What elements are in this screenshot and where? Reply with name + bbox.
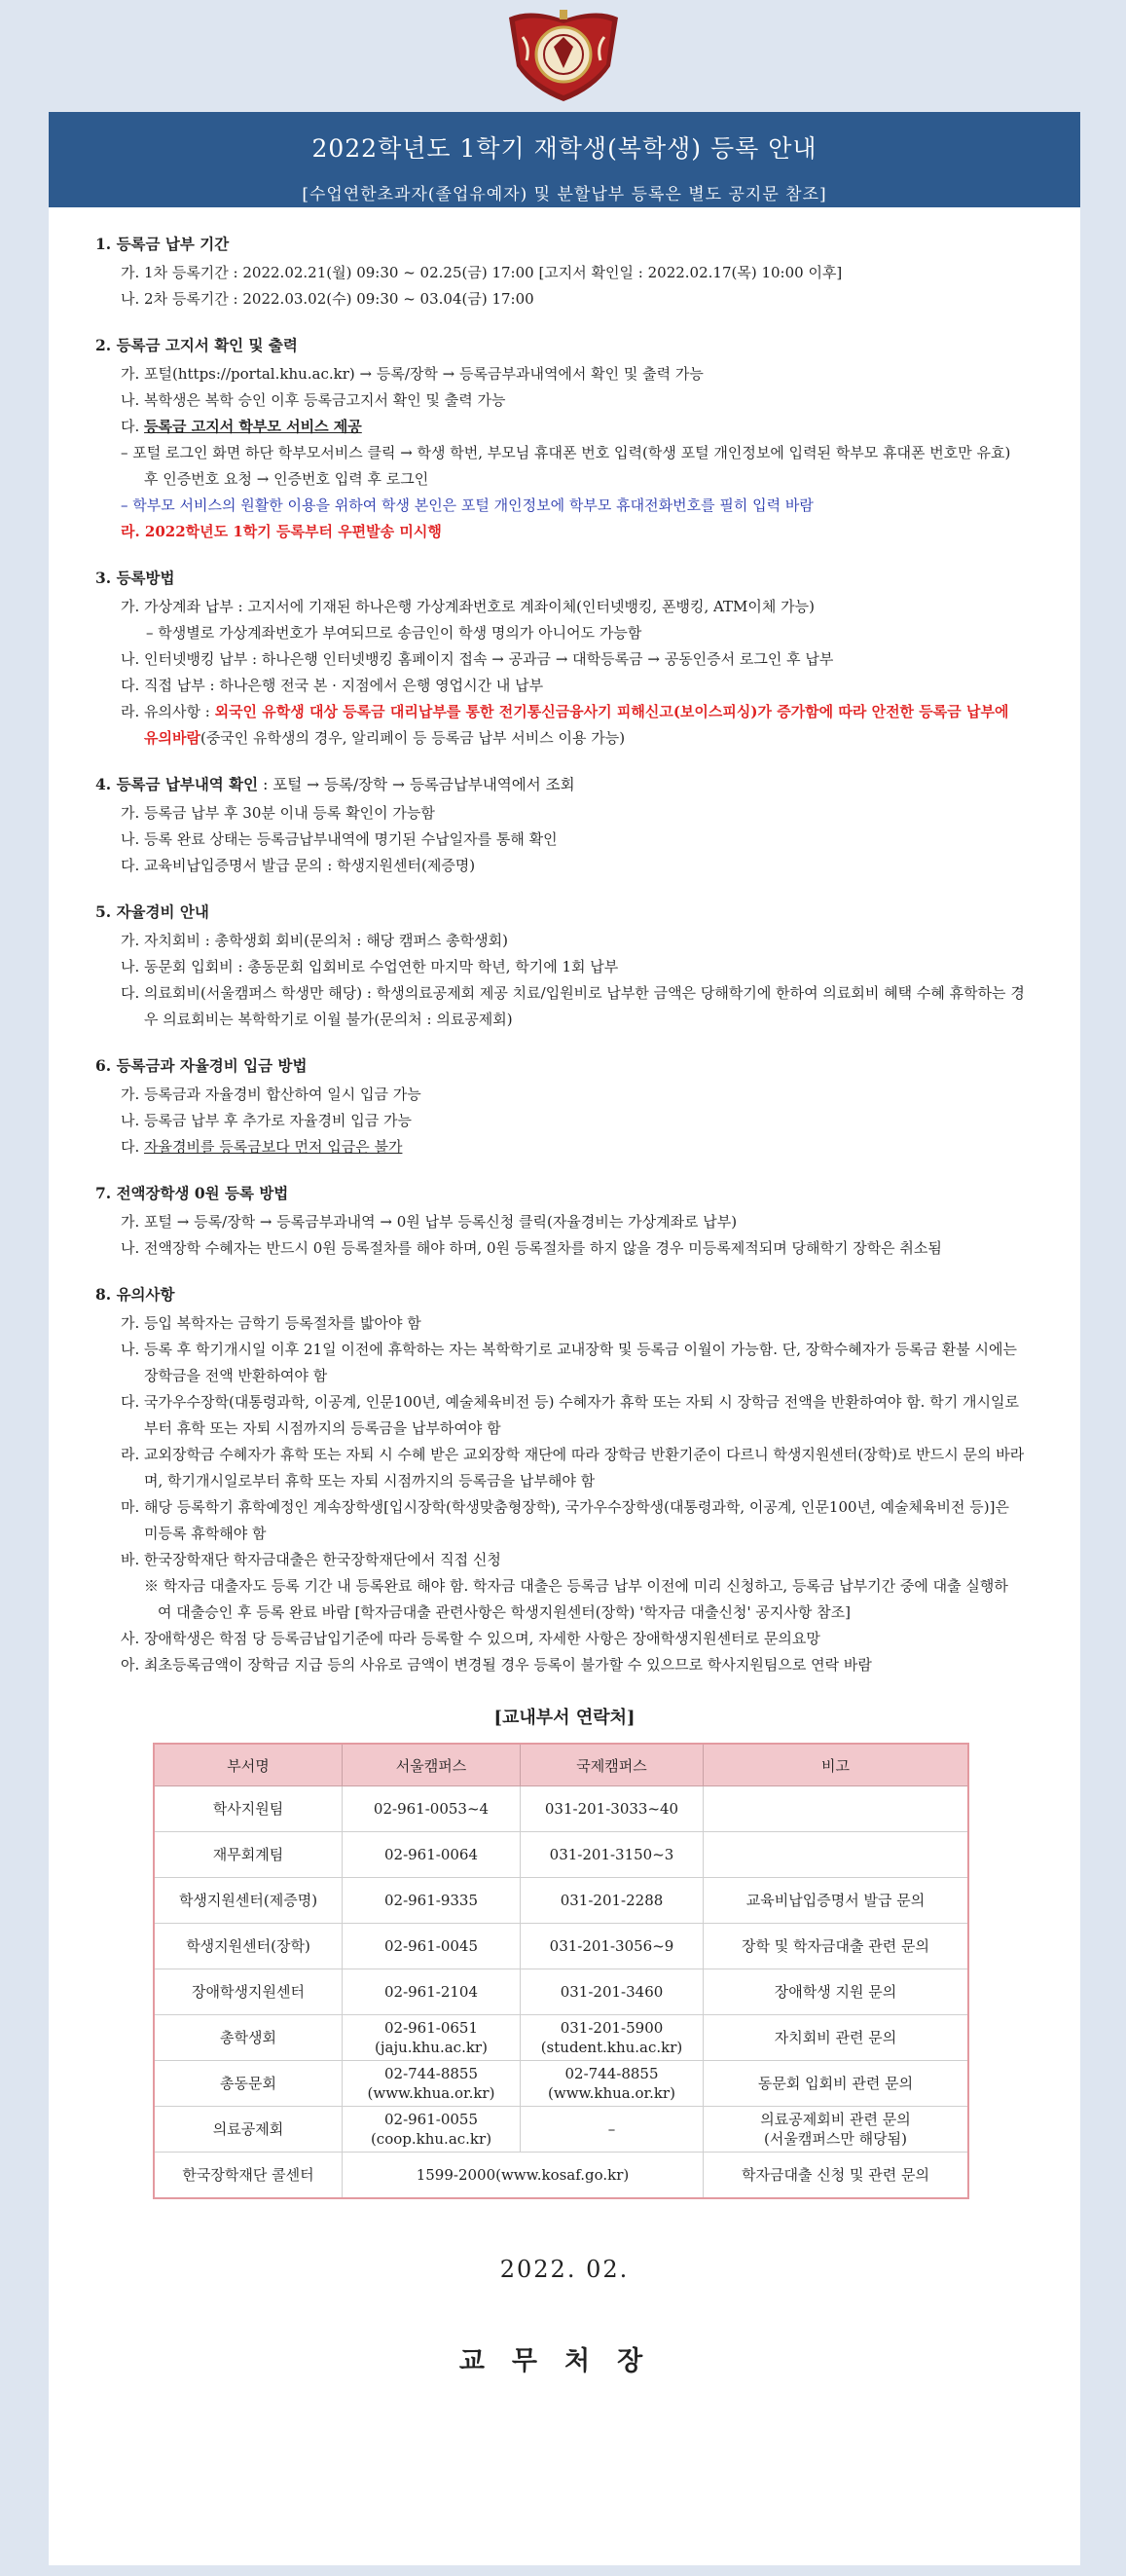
contacts-body bbox=[154, 1786, 968, 2199]
table-cell: 자치회비 관련 문의 bbox=[704, 2015, 969, 2061]
table-cell: 의료공제회 bbox=[154, 2107, 343, 2153]
list-item: 나. 등록 후 학기개시일 이후 21일 이전에 휴학하는 자는 복학학기로 교내장학 및 등록금 이월이 가능함. 단, 장학수혜자가 등록금 환불 시에는 장학금을 전액 반환하여야 함 bbox=[121, 1341, 1017, 1384]
table-cell: 학생지원센터(제증명) bbox=[154, 1878, 343, 1924]
table-cell: 031-201-5900 (student.khu.ac.kr) bbox=[521, 2015, 704, 2061]
list-item: 라. 교외장학금 수혜자가 휴학 또는 자퇴 시 수혜 받은 교외장학 재단에 따라 장학금 반환기준이 다르니 학생지원센터(장학)로 반드시 문의 바라며, 학기개시일로부터 휴학 또는 자퇴 시점까지의 등록금을 납부해야 함 bbox=[121, 1446, 1025, 1490]
contacts-title: [교내부서 연락처] bbox=[493, 1708, 636, 1728]
list-item: – 학생별로 가상계좌번호가 부여되므로 송금인이 학생 명의가 아니어도 가능함 bbox=[146, 624, 642, 642]
table-cell: 동문회 입회비 관련 문의 bbox=[704, 2061, 969, 2107]
section-full-scholarship bbox=[95, 1182, 1080, 1262]
table-cell: 02-961-9335 bbox=[343, 1878, 521, 1924]
title-banner bbox=[49, 112, 1080, 207]
table-row bbox=[154, 1969, 968, 2015]
table-cell: 학생지원센터(장학) bbox=[154, 1924, 343, 1969]
column-header: 서울캠퍼스 bbox=[343, 1744, 521, 1786]
list-item: 가. 포털(https://portal.khu.ac.kr) → 등록/장학 → 등록금부과내역에서 확인 및 출력 가능 bbox=[121, 365, 704, 383]
table-cell: 031-201-3033~40 bbox=[521, 1786, 704, 1832]
table-cell bbox=[704, 1786, 969, 1832]
contacts-table bbox=[153, 1743, 969, 2199]
list-item: 나. 등록금 납부 후 추가로 자율경비 입금 가능 bbox=[121, 1112, 412, 1129]
table-cell: 02-961-0064 bbox=[343, 1832, 521, 1878]
parent-service-heading: 등록금 고지서 학부모 서비스 제공 bbox=[144, 418, 362, 435]
section-payment-method bbox=[95, 567, 1080, 752]
section-title: 7. 전액장학생 0원 등록 방법 bbox=[95, 1184, 289, 1202]
table-cell: 교육비납입증명서 발급 문의 bbox=[704, 1878, 969, 1924]
list-item: 나. 동문회 입회비 : 총동문회 입회비로 수업연한 마지막 학년, 학기에 1회 납부 bbox=[121, 958, 619, 975]
list-item: 가. 자치회비 : 총학생회 회비(문의처 : 해당 캠퍼스 총학생회) bbox=[121, 932, 508, 949]
alipay-note: (중국인 유학생의 경우, 알리페이 등 등록금 납부 서비스 이용 가능) bbox=[200, 729, 626, 747]
table-cell: 총학생회 bbox=[154, 2015, 343, 2061]
section-payment-history bbox=[95, 773, 1080, 879]
list-marker: 다. bbox=[121, 418, 145, 435]
section-title: 8. 유의사항 bbox=[95, 1285, 175, 1304]
list-item: 다. 의료회비(서울캠퍼스 학생만 해당) : 학생의료공제회 제공 치료/입원비로 납부한 금액은 당해학기에 한하여 의료회비 혜택 수혜 휴학하는 경우 의료회비는 복학학기로 이월 불가(문의처 : 의료공제회) bbox=[121, 984, 1025, 1028]
list-item bbox=[95, 414, 1080, 440]
list-item: 다. 교육비납입증명서 발급 문의 : 학생지원센터(제증명) bbox=[121, 857, 476, 874]
table-cell: 031-201-3056~9 bbox=[521, 1924, 704, 1969]
table-cell: – bbox=[521, 2107, 704, 2153]
table-cell: 02-961-2104 bbox=[343, 1969, 521, 2015]
section-title: 1. 등록금 납부 기간 bbox=[95, 235, 230, 253]
list-item: 가. 등록금 납부 후 30분 이내 등록 확인이 가능함 bbox=[121, 804, 435, 822]
parent-phone-notice: – 학부모 서비스의 원활한 이용을 위하여 학생 본인은 포털 개인정보에 학부모 휴대전화번호를 필히 입력 바람 bbox=[121, 497, 814, 514]
section-title: 5. 자율경비 안내 bbox=[95, 902, 209, 921]
table-row bbox=[154, 2061, 968, 2107]
table-row bbox=[154, 1832, 968, 1878]
table-cell: 02-961-0053~4 bbox=[343, 1786, 521, 1832]
table-cell: 학자금대출 신청 및 관련 문의 bbox=[704, 2153, 969, 2199]
table-cell: 02-961-0651 (jaju.khu.ac.kr) bbox=[343, 2015, 521, 2061]
list-item: 마. 해당 등록학기 휴학예정인 계속장학생[입시장학(학생맞춤형장학), 국가우수장학생(대통령과학, 이공계, 인문100년, 예술체육비전 등)]은 미등록 휴학해야 함 bbox=[121, 1498, 1009, 1542]
section-optional-fees bbox=[95, 901, 1080, 1033]
section-title bbox=[95, 773, 1080, 794]
list-item bbox=[95, 699, 1025, 752]
section-title: 2. 등록금 고지서 확인 및 출력 bbox=[95, 336, 298, 354]
list-item: 나. 복학생은 복학 승인 이후 등록금고지서 확인 및 출력 가능 bbox=[121, 391, 506, 409]
column-header: 비고 bbox=[704, 1744, 969, 1786]
section-title-main: 4. 등록금 납부내역 확인 bbox=[95, 775, 259, 793]
list-item: 다. 직접 납부 : 하나은행 전국 본 · 지점에서 은행 영업시간 내 납부 bbox=[121, 677, 544, 694]
table-row bbox=[154, 2107, 968, 2153]
list-item: 가. 등록금과 자율경비 합산하여 일시 입금 가능 bbox=[121, 1086, 421, 1103]
list-item: 사. 장애학생은 학점 당 등록금납입기준에 따라 등록할 수 있으며, 자세한 사항은 장애학생지원센터로 문의요망 bbox=[121, 1630, 820, 1647]
caution-label: 라. 유의사항 : bbox=[121, 703, 215, 720]
table-cell: 장학 및 학자금대출 관련 문의 bbox=[704, 1924, 969, 1969]
list-item: ※ 학자금 대출자도 등록 기간 내 등록완료 해야 함. 학자금 대출은 등록금 납부 이전에 미리 신청하고, 등록금 납부기간 중에 대출 실행하여 대출승인 후 등록 완료 바람 [학자금대출 관련사항은 학생지원센터(장학) '학자금 대출신청' 공지사항 참조] bbox=[144, 1577, 1008, 1621]
table-cell: 장애학생 지원 문의 bbox=[704, 1969, 969, 2015]
voice-phishing-warning: 외국인 유학생 대상 등록금 대리납부를 통한 전기통신금융사기 피해신고(보이스피싱)가 증가함에 따라 안전한 등록금 납부에 유의바람 bbox=[144, 703, 1009, 747]
logo-area bbox=[0, 0, 1126, 112]
table-cell: 장애학생지원센터 bbox=[154, 1969, 343, 2015]
table-cell bbox=[704, 1832, 969, 1878]
table-cell: 재무회계팀 bbox=[154, 1832, 343, 1878]
table-cell: 총동문회 bbox=[154, 2061, 343, 2107]
table-cell: 031-201-3150~3 bbox=[521, 1832, 704, 1878]
notice-content bbox=[49, 207, 1080, 1678]
list-item: 바. 한국장학재단 학자금대출은 한국장학재단에서 직접 신청 bbox=[121, 1551, 501, 1568]
section-deposit-method bbox=[95, 1054, 1080, 1160]
table-row bbox=[154, 1924, 968, 1969]
list-item: 나. 2차 등록기간 : 2022.03.02(수) 09:30 ~ 03.04(금) 17:00 bbox=[121, 290, 534, 308]
list-item: 나. 인터넷뱅킹 납부 : 하나은행 인터넷뱅킹 홈페이지 접속 → 공과금 → 대학등록금 → 공동인증서 로그인 후 납부 bbox=[121, 650, 834, 668]
table-cell: 02-744-8855 (www.khua.or.kr) bbox=[343, 2061, 521, 2107]
notice-sheet bbox=[49, 112, 1080, 2565]
section-payment-period bbox=[95, 233, 1080, 313]
table-row bbox=[154, 1878, 968, 1924]
list-item: 나. 전액장학 수혜자는 반드시 0원 등록절차를 해야 하며, 0원 등록절차를 하지 않을 경우 미등록제적되며 당해학기 장학은 취소됨 bbox=[121, 1239, 942, 1257]
table-cell: 한국장학재단 콜센터 bbox=[154, 2153, 343, 2199]
list-marker: 다. bbox=[121, 1138, 145, 1156]
section-title-detail: : 포털 → 등록/장학 → 등록금납부내역에서 조회 bbox=[258, 776, 575, 793]
page-subtitle: [수업연한초과자(졸업유예자) 및 분할납부 등록은 별도 공지문 참조] bbox=[302, 185, 827, 204]
table-cell: 02-961-0055 (coop.khu.ac.kr) bbox=[343, 2107, 521, 2153]
table-cell: 의료공제회비 관련 문의 (서울캠퍼스만 해당됨) bbox=[704, 2107, 969, 2153]
list-item: 나. 등록 완료 상태는 등록금납부내역에 명기된 수납일자를 통해 확인 bbox=[121, 830, 558, 848]
deposit-order-rule: 자율경비를 등록금보다 먼저 입금은 불가 bbox=[144, 1138, 403, 1156]
table-cell: 02-744-8855 (www.khua.or.kr) bbox=[521, 2061, 704, 2107]
column-header: 부서명 bbox=[154, 1744, 343, 1786]
table-header-row bbox=[154, 1744, 968, 1786]
section-bill-check bbox=[95, 334, 1080, 545]
list-item bbox=[95, 1134, 1080, 1160]
list-item: – 포털 로그인 화면 하단 학부모서비스 클릭 → 학생 학번, 부모님 휴대폰 번호 입력(학생 포털 개인정보에 입력된 학부모 휴대폰 번호만 유효) 후 인증번호 요청 → 인증번호 입력 후 로그인 bbox=[121, 444, 1011, 488]
section-title: 6. 등록금과 자율경비 입금 방법 bbox=[95, 1056, 308, 1075]
mail-discontinued-notice: 라. 2022학년도 1학기 등록부터 우편발송 미시행 bbox=[121, 523, 442, 540]
table-row bbox=[154, 2153, 968, 2199]
list-item: 가. 등입 복학자는 금학기 등록절차를 밟아야 함 bbox=[121, 1314, 421, 1332]
table-cell: 학사지원팀 bbox=[154, 1786, 343, 1832]
issuer-signature: 교무처장 bbox=[458, 2346, 671, 2376]
column-header: 국제캠퍼스 bbox=[521, 1744, 704, 1786]
table-row bbox=[154, 2015, 968, 2061]
table-cell: 031-201-2288 bbox=[521, 1878, 704, 1924]
section-title: 3. 등록방법 bbox=[95, 569, 175, 587]
table-cell: 1599-2000(www.kosaf.go.kr) bbox=[343, 2153, 704, 2199]
list-item: 다. 국가우수장학(대통령과학, 이공계, 인문100년, 예술체육비전 등) 수혜자가 휴학 또는 자퇴 시 장학금 전액을 반환하여야 함. 학기 개시일로부터 휴학 또는 자퇴 시점까지의 등록금을 납부하여야 함 bbox=[121, 1393, 1019, 1437]
table-cell: 02-961-0045 bbox=[343, 1924, 521, 1969]
list-item: 가. 가상계좌 납부 : 고지서에 기재된 하나은행 가상계좌번호로 계좌이체(인터넷뱅킹, 폰뱅킹, ATM이체 가능) bbox=[121, 598, 815, 615]
list-item: 아. 최초등록금액이 장학금 지급 등의 사유로 금액이 변경될 경우 등록이 불가할 수 있으므로 학사지원팀으로 연락 바람 bbox=[121, 1656, 872, 1674]
university-emblem-icon bbox=[501, 8, 626, 103]
section-cautions bbox=[95, 1283, 1080, 1678]
page-title: 2022학년도 1학기 재학생(복학생) 등록 안내 bbox=[311, 134, 817, 163]
table-row bbox=[154, 1786, 968, 1832]
notice-date: 2022. 02. bbox=[499, 2256, 630, 2283]
list-item: 가. 1차 등록기간 : 2022.02.21(월) 09:30 ~ 02.25(금) 17:00 [고지서 확인일 : 2022.02.17(목) 10:00 이후] bbox=[121, 264, 843, 281]
table-cell: 031-201-3460 bbox=[521, 1969, 704, 2015]
list-item: 가. 포털 → 등록/장학 → 등록금부과내역 → 0원 납부 등록신청 클릭(자율경비는 가상계좌로 납부) bbox=[121, 1213, 738, 1231]
